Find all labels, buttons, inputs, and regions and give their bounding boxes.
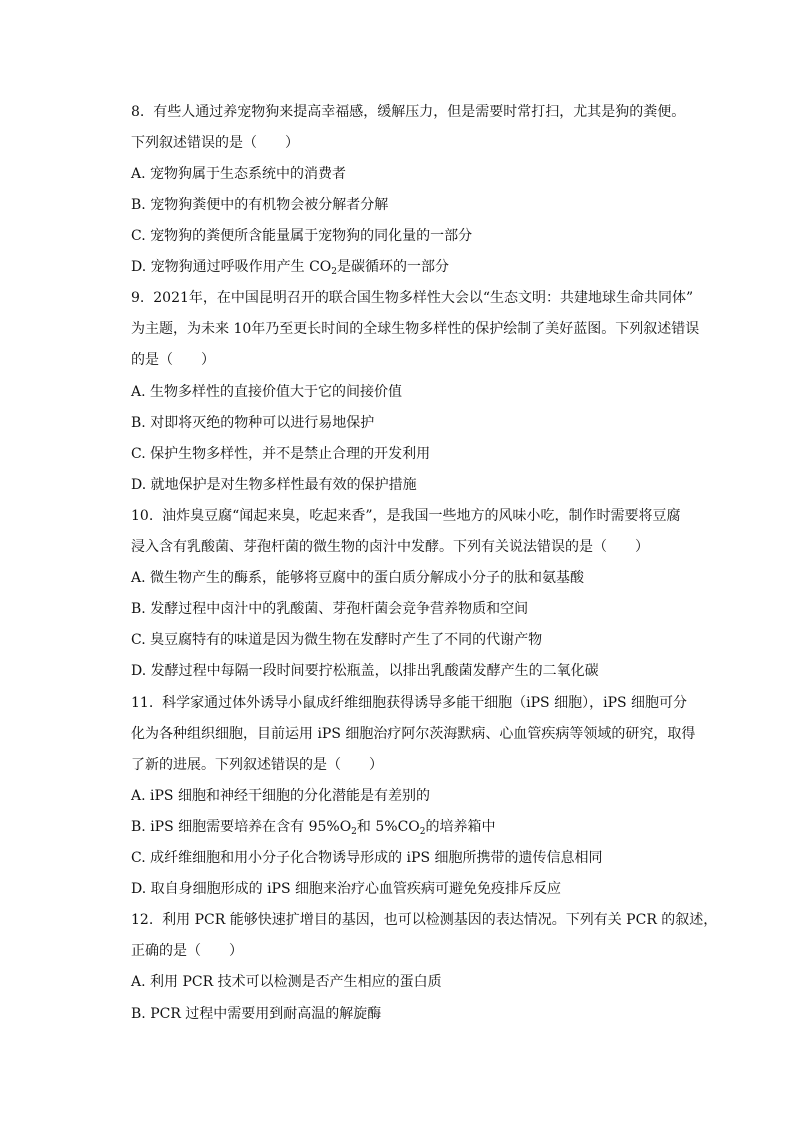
option-d-text-end: 是碳循环的一部分: [337, 259, 449, 275]
option-b-text-mid: 和 5%CO: [356, 819, 420, 835]
question-12-stem-line-1: 12. 利用 PCR 能够快速扩增目的基因，也可以检测基因的表达情况。下列有关 PCR 的叙述，: [131, 912, 718, 928]
subscript: 2: [351, 827, 357, 837]
question-12-option-a: A. 利用 PCR 技术可以检测是否产生相应的蛋白质: [131, 974, 442, 990]
question-9-option-c: C. 保护生物多样性，并不是禁止合理的开发利用: [131, 446, 431, 462]
question-8-option-b: B. 宠物狗粪便中的有机物会被分解者分解: [131, 197, 389, 213]
question-11-option-d: D. 取自身细胞形成的 iPS 细胞来治疗心血管疾病可避免免疫排斥反应: [131, 881, 562, 897]
question-9-stem-line-2: 为主题，为未来 10年乃至更长时间的全球生物多样性的保护绘制了美好蓝图。下列叙述错误: [131, 321, 700, 337]
question-8-stem-line-2: 下列叙述错误的是（ ）: [131, 135, 299, 151]
option-d-text: D. 宠物狗通过呼吸作用产生 CO: [131, 259, 332, 275]
subscript: 2: [331, 267, 337, 277]
question-9-option-d: D. 就地保护是对生物多样性最有效的保护措施: [131, 477, 417, 493]
question-10-stem-line-1: 10. 油炸臭豆腐“闻起来臭，吃起来香”，是我国一些地方的风味小吃，制作时需要将豆腐: [131, 508, 681, 524]
question-8-option-d: [131, 257, 698, 277]
question-9-stem-line-1: 9. 2021年，在中国昆明召开的联合国生物多样性大会以“生态文明：共建地球生命共同体”: [131, 290, 694, 306]
subscript: 2: [419, 827, 426, 837]
question-11-stem-line-3: 了新的进展。下列叙述错误的是（ ）: [131, 757, 383, 773]
question-10-stem-line-2: 浸入含有乳酸菌、芽孢杆菌的微生物的卤汁中发酵。下列有关说法错误的是（ ）: [131, 539, 649, 555]
question-9-option-a: A. 生物多样性的直接价值大于它的间接价值: [131, 384, 403, 400]
option-b-text-end: 的培养箱中: [425, 819, 496, 835]
question-11-stem-line-1: 11. 科学家通过体外诱导小鼠成纤维细胞获得诱导多能干细胞（iPS 细胞），iPS 细胞可分: [131, 695, 688, 711]
question-11-option-a: A. iPS 细胞和神经干细胞的分化潜能是有差别的: [131, 788, 430, 804]
question-8-option-c: C. 宠物狗的粪便所含能量属于宠物狗的同化量的一部分: [131, 228, 473, 244]
option-b-text: B. iPS 细胞需要培养在含有 95%O: [131, 819, 352, 835]
question-11-option-b: [131, 817, 698, 837]
question-10-option-c: C. 臭豆腐特有的味道是因为微生物在发酵时产生了不同的代谢产物: [131, 632, 543, 648]
question-12-option-b: B. PCR 过程中需要用到耐高温的解旋酶: [131, 1006, 382, 1022]
question-10-option-b: B. 发酵过程中卤汁中的乳酸菌、芽孢杆菌会竞争营养物质和空间: [131, 601, 529, 617]
question-9-stem-line-3: 的是（ ）: [131, 352, 215, 368]
question-9-option-b: B. 对即将灭绝的物种可以进行易地保护: [131, 415, 375, 431]
question-10-option-a: A. 微生物产生的酶系，能够将豆腐中的蛋白质分解成小分子的肽和氨基酸: [131, 570, 585, 586]
question-8-stem-line-1: 8. 有些人通过养宠物狗来提高幸福感，缓解压力，但是需要时常打扫，尤其是狗的粪便。: [131, 104, 686, 120]
question-12-stem-line-2: 正确的是（ ）: [131, 943, 243, 959]
question-10-option-d: D. 发酵过程中每隔一段时间要拧松瓶盖，以排出乳酸菌发酵产生的二氧化碳: [131, 663, 599, 679]
question-8-option-a: A. 宠物狗属于生态系统中的消费者: [131, 166, 347, 182]
question-11-stem-line-2: 化为各种组织细胞，目前运用 iPS 细胞治疗阿尔茨海默病、心血管疾病等领域的研究，取得: [131, 726, 696, 742]
question-11-option-c: C. 成纤维细胞和用小分子化合物诱导形成的 iPS 细胞所携带的遗传信息相同: [131, 850, 603, 866]
